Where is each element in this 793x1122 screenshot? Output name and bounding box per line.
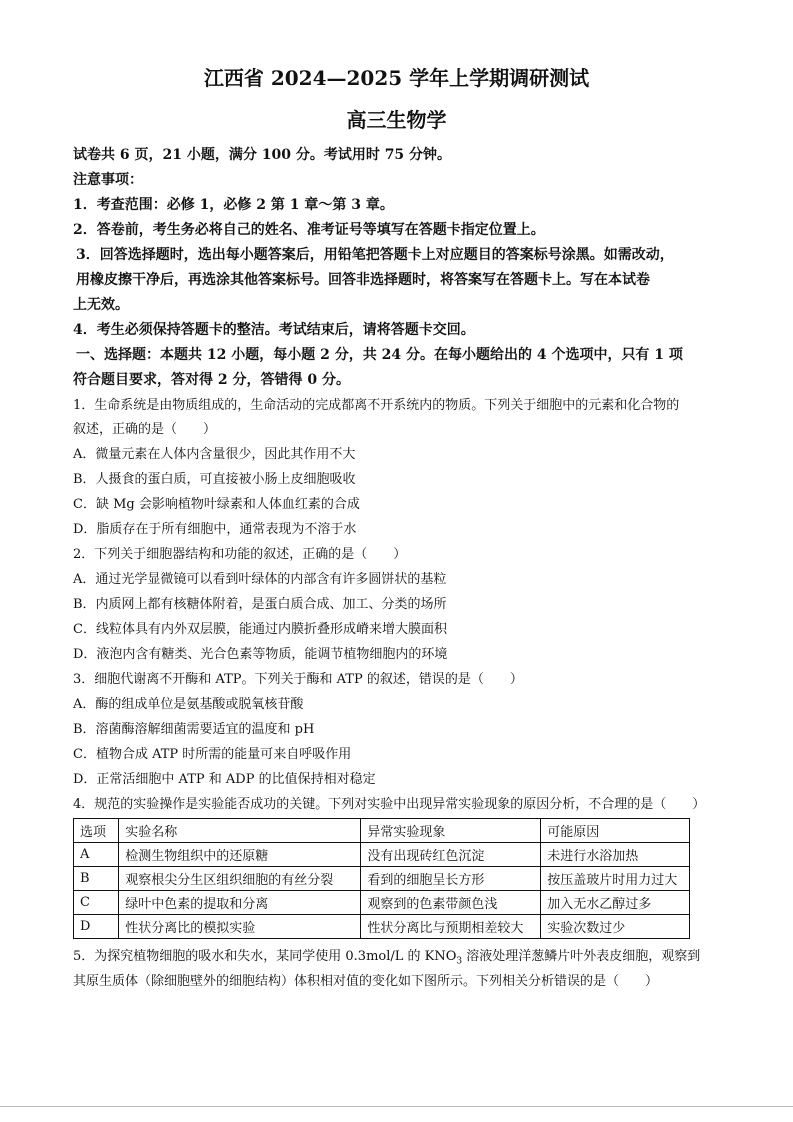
header-phenomenon: 异常实验现象 [361,819,541,843]
q1-stem-line-1: 1．生命系统是由物质组成的，生命活动的完成都离不开系统内的物质。下列关于细胞中的元素和化合物的 [73,398,680,413]
q1-option-a: A．微量元素在人体内含量很少，因此其作用不大 [73,447,356,462]
note-3-line-3: 上无效。 [73,297,129,313]
q5-subscript: 3 [456,956,463,967]
q3-option-b: B．溶菌酶溶解细菌需要适宜的温度和 pH [73,722,315,737]
header-cause: 可能原因 [541,819,690,843]
note-2: 2．答卷前，考生务必将自己的姓名、准考证号等填写在答题卡指定位置上。 [73,222,545,238]
cell-cause: 按压盖玻片时用力过大 [541,867,690,891]
cell-phenomenon: 观察到的色素带颜色浅 [361,891,541,915]
note-3-line-1: 3．回答选择题时，选出每小题答案后，用铅笔把答题卡上对应题目的答案标号涂黑。如需改动， [76,247,674,263]
q4-experiment-table [73,818,690,939]
cell-option: D [74,915,119,939]
q2-option-c: C．线粒体具有内外双层膜，能通过内膜折叠形成嵴来增大膜面积 [73,622,447,637]
note-4: 4．考生必须保持答题卡的整洁。考试结束后，请将答题卡交回。 [73,322,475,338]
q5-stem-part-1: 5．为探究植物细胞的吸水和失水，某同学使用 0.3mol/L 的 KNO [73,949,457,964]
cell-experiment: 性状分离比的模拟实验 [119,915,361,939]
cell-experiment: 绿叶中色素的提取和分离 [119,891,361,915]
q1-option-d: D．脂质存在于所有细胞中，通常表现为不溶于水 [73,522,357,537]
cell-phenomenon: 性状分离比与预期相差较大 [361,915,541,939]
q5-stem-line-2: 其原生质体（除细胞壁外的细胞结构）体积相对值的变化如下图所示。下列相关分析错误的是（ ） [73,974,659,989]
notes-label: 注意事项： [73,172,143,188]
table-row [74,867,690,891]
q2-option-d: D．液泡内含有糖类、光合色素等物质，能调节植物细胞内的环境 [73,647,448,662]
section-1-heading-line-2: 符合题目要求，答对得 2 分，答错得 0 分。 [73,372,350,388]
table-row [74,843,690,867]
exam-title: 江西省 2024—2025 学年上学期调研测试 [203,66,590,90]
cell-cause: 加入无水乙醇过多 [541,891,690,915]
page-bottom-divider [0,1106,793,1107]
table-row [74,891,690,915]
table-header-row [74,819,690,843]
q2-stem: 2．下列关于细胞器结构和功能的叙述，正确的是（ ） [73,547,407,562]
q5-stem-line-1 [73,948,700,971]
subject-title: 高三生物学 [346,108,447,132]
cell-option: A [74,843,119,867]
q4-stem: 4．规范的实验操作是实验能否成功的关键。下列对实验中出现异常实验现象的原因分析，不合理的是（ ） [73,797,706,812]
q2-option-a: A．通过光学显微镜可以看到叶绿体的内部含有许多圆饼状的基粒 [73,572,447,587]
note-3-line-2: 用橡皮擦干净后，再选涂其他答案标号。回答非选择题时，将答案写在答题卡上。写在本试卷 [76,272,650,288]
section-1-heading-line-1: 一、选择题：本题共 12 小题，每小题 2 分，共 24 分。在每小题给出的 4 个选项中，只有 1 项 [76,347,683,363]
cell-phenomenon: 看到的细胞呈长方形 [361,867,541,891]
note-1: 1．考查范围：必修 1，必修 2 第 1 章～第 3 章。 [73,197,394,213]
q3-option-d: D．正常活细胞中 ATP 和 ADP 的比值保持相对稳定 [73,772,376,787]
exam-info: 试卷共 6 页，21 小题，满分 100 分。考试用时 75 分钟。 [73,147,452,163]
q1-option-b: B．人摄食的蛋白质，可直接被小肠上皮细胞吸收 [73,472,356,487]
header-option: 选项 [74,819,119,843]
header-experiment: 实验名称 [119,819,361,843]
cell-cause: 未进行水浴加热 [541,843,690,867]
q1-option-c: C．缺 Mg 会影响植物叶绿素和人体血红素的合成 [73,497,360,512]
cell-cause: 实验次数过少 [541,915,690,939]
q3-option-a: A．酶的组成单位是氨基酸或脱氧核苷酸 [73,697,304,712]
q3-option-c: C．植物合成 ATP 时所需的能量可来自呼吸作用 [73,747,352,762]
q5-stem-part-2: 溶液处理洋葱鳞片叶外表皮细胞，观察到 [462,949,701,964]
cell-phenomenon: 没有出现砖红色沉淀 [361,843,541,867]
table-row [74,915,690,939]
cell-option: B [74,867,119,891]
q1-stem-line-2: 叙述，正确的是（ ） [73,422,217,437]
cell-experiment: 检测生物组织中的还原糖 [119,843,361,867]
q3-stem: 3．细胞代谢离不开酶和 ATP。下列关于酶和 ATP 的叙述，错误的是（ ） [73,672,523,687]
cell-experiment: 观察根尖分生区组织细胞的有丝分裂 [119,867,361,891]
cell-option: C [74,891,119,915]
q2-option-b: B．内质网上都有核糖体附着，是蛋白质合成、加工、分类的场所 [73,597,447,612]
